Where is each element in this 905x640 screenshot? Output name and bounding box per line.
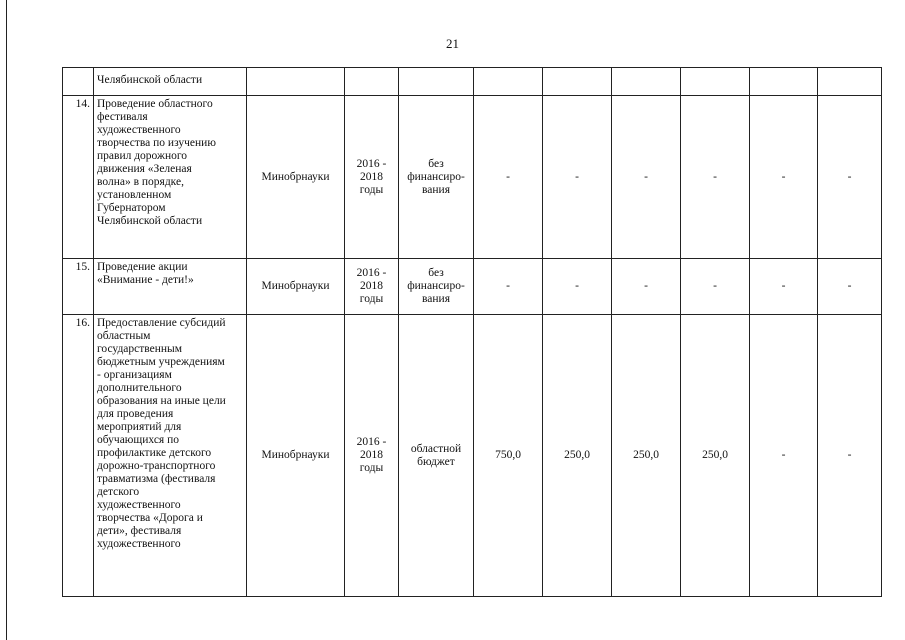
funding-value: - — [681, 96, 750, 259]
funding-value: - — [750, 96, 818, 259]
measure-name-line: бюджетным учреждениям — [97, 356, 225, 368]
measure-name-line: образования на иные цели — [97, 395, 226, 407]
measure-name-line: Челябинской области — [97, 215, 203, 227]
measure-name-line: творчества «Дорога и — [97, 512, 203, 524]
period-line: 2018 — [360, 449, 383, 461]
measure-name-line: правил дорожного — [97, 150, 188, 162]
funding-value: - — [750, 259, 818, 315]
executor: Минобрнауки — [247, 259, 345, 315]
measure-name-line: - организациям — [97, 369, 172, 381]
funding-value: 250,0 — [612, 315, 681, 597]
funding-source-line: бюджет — [417, 455, 455, 468]
funding-source — [399, 68, 474, 96]
period-line: 2016 - — [356, 267, 387, 279]
measures-table — [62, 67, 882, 597]
measure-name-line: дети», фестиваля — [97, 525, 182, 537]
funding-value — [612, 68, 681, 96]
measure-name-line: волна» в порядке, — [97, 176, 184, 188]
row-number — [63, 68, 94, 96]
row-number: 15. — [63, 259, 94, 315]
measure-name-line: профилактике детского — [97, 447, 212, 459]
measure-name — [94, 315, 247, 597]
measure-name-line: фестиваля — [97, 111, 148, 123]
funding-value: - — [543, 96, 612, 259]
executor: Минобрнауки — [247, 96, 345, 259]
funding-value: - — [818, 259, 882, 315]
measure-name — [94, 96, 247, 259]
funding-source — [399, 315, 474, 597]
funding-value — [543, 68, 612, 96]
funding-value: - — [612, 96, 681, 259]
period — [345, 68, 399, 96]
period-line: годы — [359, 462, 384, 474]
measure-name-line: для проведения — [97, 408, 174, 420]
funding-value — [818, 68, 882, 96]
funding-value: - — [818, 315, 882, 597]
funding-source-line: областной — [410, 442, 462, 455]
funding-value: - — [474, 259, 543, 315]
funding-source-line: вания — [422, 293, 450, 305]
measure-name-line: Проведение областного — [97, 98, 213, 110]
funding-value — [681, 68, 750, 96]
measure-name — [94, 259, 247, 315]
funding-value: - — [612, 259, 681, 315]
measure-name-line: травматизма (фестиваля — [97, 473, 216, 485]
measure-name-line: художественного — [97, 538, 181, 550]
funding-value: - — [681, 259, 750, 315]
row-number: 14. — [63, 96, 94, 259]
funding-source-line: финансиро- — [407, 280, 465, 292]
measure-name-line: мероприятий для — [97, 421, 182, 433]
measure-name — [94, 68, 247, 96]
period-line: годы — [359, 293, 384, 305]
funding-value: 250,0 — [681, 315, 750, 597]
executor: Минобрнауки — [247, 315, 345, 597]
measure-name-line: государственным — [97, 343, 183, 355]
measure-name-line: творчества по изучению — [97, 137, 216, 149]
funding-value — [474, 68, 543, 96]
funding-value: - — [818, 96, 882, 259]
measure-name-line: Челябинской области — [97, 74, 203, 86]
funding-source — [399, 96, 474, 259]
funding-value: - — [474, 96, 543, 259]
page-number: 21 — [446, 36, 459, 51]
period-line: 2016 - — [356, 436, 387, 448]
period-line: годы — [359, 183, 384, 196]
funding-value: - — [543, 259, 612, 315]
measure-name-line: «Внимание - дети!» — [97, 274, 194, 286]
funding-value — [750, 68, 818, 96]
measure-name-line: Предоставление субсидий — [97, 317, 226, 329]
period — [345, 96, 399, 259]
funding-value: 750,0 — [474, 315, 543, 597]
period-line: 2016 - — [356, 157, 387, 170]
table-row — [63, 96, 882, 259]
measure-name-line: Проведение акции — [97, 261, 188, 273]
funding-value: - — [750, 315, 818, 597]
measure-name-line: художественного — [97, 124, 181, 136]
measure-name-line: областным — [97, 330, 151, 342]
row-number: 16. — [63, 315, 94, 597]
table-row — [63, 315, 882, 597]
measure-name-line: дорожно-транспортного — [97, 460, 216, 472]
funding-source-line: без — [428, 157, 444, 170]
period-line: 2018 — [360, 170, 383, 183]
measure-name-line: дополнительного — [97, 382, 182, 394]
funding-source — [399, 259, 474, 315]
table-row — [63, 68, 882, 96]
funding-source-line: без — [428, 267, 444, 279]
measure-name-line: детского — [97, 486, 140, 498]
measure-name-line: обучающихся по — [97, 434, 179, 446]
funding-source-line: финансиро- — [407, 170, 465, 183]
period-line: 2018 — [360, 280, 383, 292]
measure-name-line: Губернатором — [97, 202, 166, 214]
left-margin-line — [6, 0, 7, 640]
funding-source-line: вания — [422, 183, 450, 196]
period — [345, 315, 399, 597]
measure-name-line: движения «Зеленая — [97, 163, 192, 175]
table-row — [63, 259, 882, 315]
executor — [247, 68, 345, 96]
funding-value: 250,0 — [543, 315, 612, 597]
measure-name-line: художественного — [97, 499, 181, 511]
period — [345, 259, 399, 315]
measure-name-line: установленном — [97, 189, 172, 201]
